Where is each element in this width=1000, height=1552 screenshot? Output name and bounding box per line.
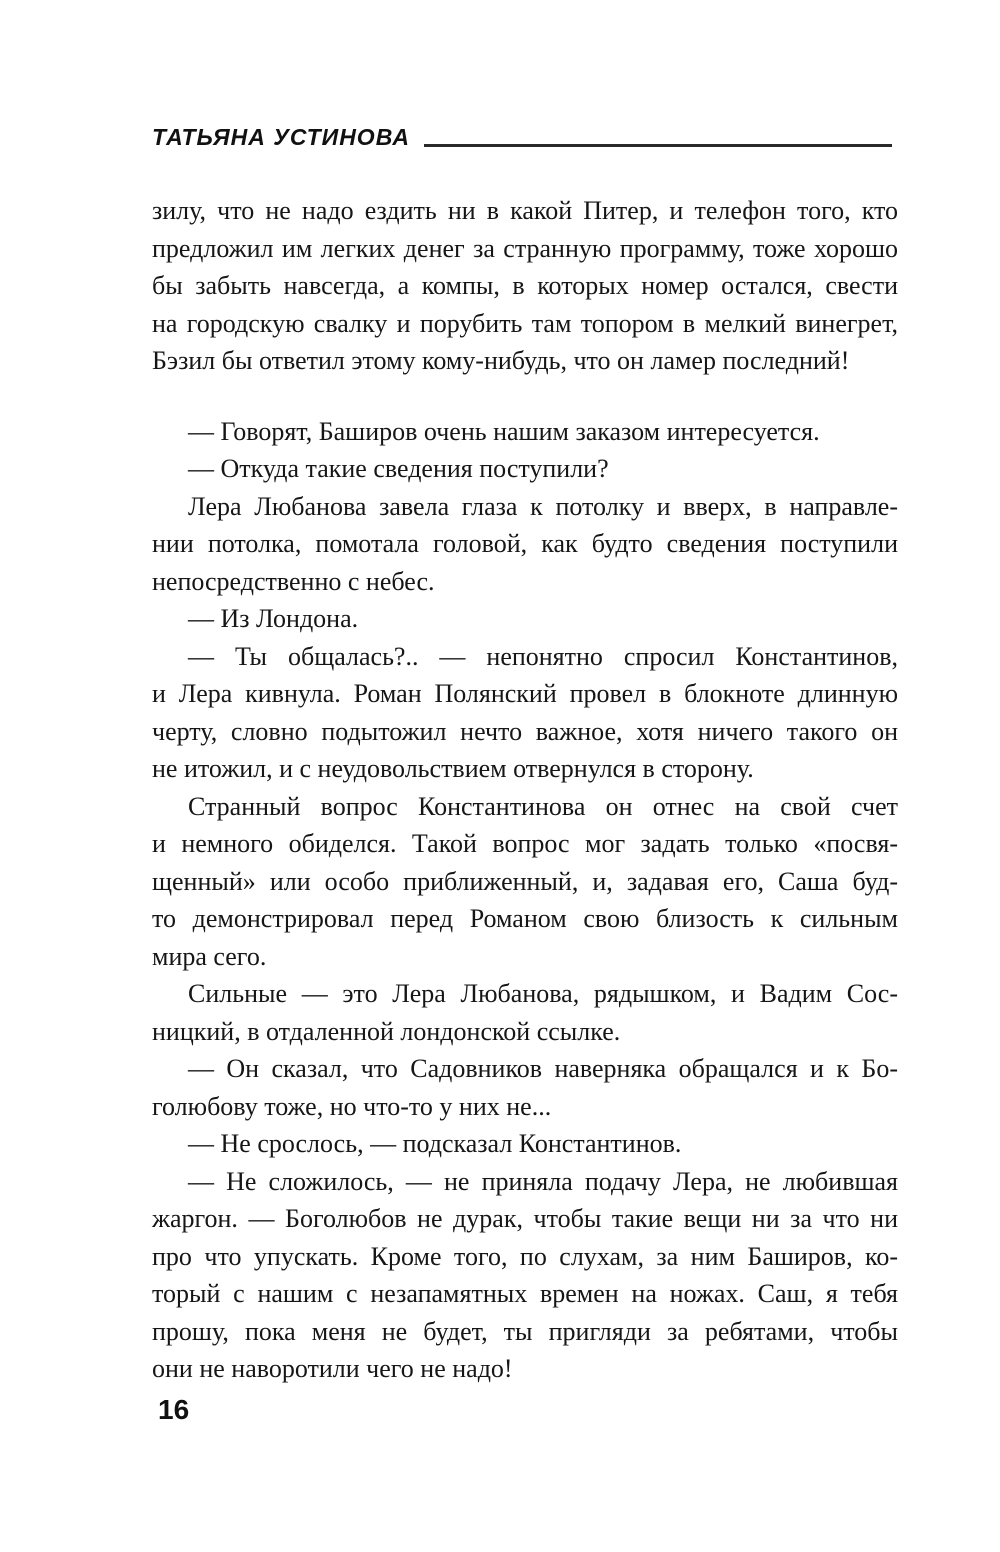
text-line: — Ты общалась?.. — непонятно спросил Константинов, <box>188 641 898 671</box>
text-line: Лера Любанова завела глаза к потолку и вверх, в направле- <box>188 491 898 521</box>
text-line: — Из Лондона. <box>188 604 359 633</box>
text-line: и немного обиделся. Такой вопрос мог задать только «посвя- <box>152 829 898 858</box>
text-line: бы забыть навсегда, а компы, в которых номер остался, свести <box>152 271 898 300</box>
text-line: — Не сложилось, — не приняла подачу Лера, не любившая <box>188 1166 898 1196</box>
paragraph <box>152 1050 898 1125</box>
text-line: Странный вопрос Константинова он отнес на свой счет <box>188 791 898 821</box>
text-line: на городскую свалку и порубить там топором в мелкий винегрет, <box>152 308 898 338</box>
page-number: 16 <box>158 1394 190 1425</box>
text-line: они не наворотили чего не надо! <box>152 1354 513 1383</box>
paragraph <box>152 638 898 788</box>
paragraph <box>152 1163 898 1388</box>
text-line: голюбову тоже, но что-то у них не... <box>152 1091 552 1121</box>
text-line: непосредственно с небес. <box>152 566 435 596</box>
text-line: предложил им легких денег за странную программу, тоже хорошо <box>152 233 898 263</box>
text-line: Бэзил бы ответил этому кому-нибудь, что он ламер последний! <box>152 346 850 375</box>
text-line: то демонстрировал перед Романом свою близость к сильным <box>152 904 898 933</box>
running-head <box>152 126 892 149</box>
text-line: зилу, что не надо ездить ни в какой Питер, и телефон того, кто <box>152 196 898 225</box>
paragraph <box>152 600 898 638</box>
paragraph <box>152 1125 898 1163</box>
text-line: прошу, пока меня не будет, ты пригляди за ребятами, чтобы <box>152 1316 898 1346</box>
text-line: про что упускать. Кроме того, по слухам, за ним Баширов, ко- <box>152 1241 898 1271</box>
paragraph <box>152 413 898 451</box>
text-line: — Откуда такие сведения поступили? <box>188 454 609 483</box>
text-line: торый с нашим с незапамятных времен на ножах. Саш, я тебя <box>152 1279 898 1308</box>
paragraph <box>152 192 898 380</box>
paragraph <box>152 975 898 1050</box>
text-line: щенный» или особо приближенный, и, задавая его, Саша буд- <box>152 866 898 896</box>
text-line: — Не срослось, — подсказал Константинов. <box>188 1129 682 1158</box>
paragraph <box>152 788 898 976</box>
text-line: черту, словно подытожил нечто важное, хотя ничего такого он <box>152 716 898 746</box>
paragraph <box>152 488 898 601</box>
body-text <box>152 192 898 1388</box>
text-line: мира сего. <box>152 941 267 971</box>
text-line: не итожил, и с неудовольствием отвернулся в сторону. <box>152 754 754 783</box>
text-line: ницкий, в отдаленной лондонской ссылке. <box>152 1016 621 1046</box>
header-rule <box>424 144 892 147</box>
text-line: и Лера кивнула. Роман Полянский провел в блокноте длинную <box>152 679 898 708</box>
text-line: нии потолка, помотала головой, как будто сведения поступили <box>152 529 898 558</box>
paragraph <box>152 450 898 488</box>
text-line: — Говорят, Баширов очень нашим заказом интересуется. <box>188 416 820 446</box>
text-line: — Он сказал, что Садовников наверняка обращался и к Бо- <box>188 1054 898 1083</box>
text-line: жаргон. — Боголюбов не дурак, чтобы такие вещи ни за что ни <box>152 1204 898 1233</box>
author-name: ТАТЬЯНА УСТИНОВА <box>152 124 411 150</box>
text-line: Сильные — это Лера Любанова, рядышком, и Вадим Сос- <box>188 979 898 1008</box>
